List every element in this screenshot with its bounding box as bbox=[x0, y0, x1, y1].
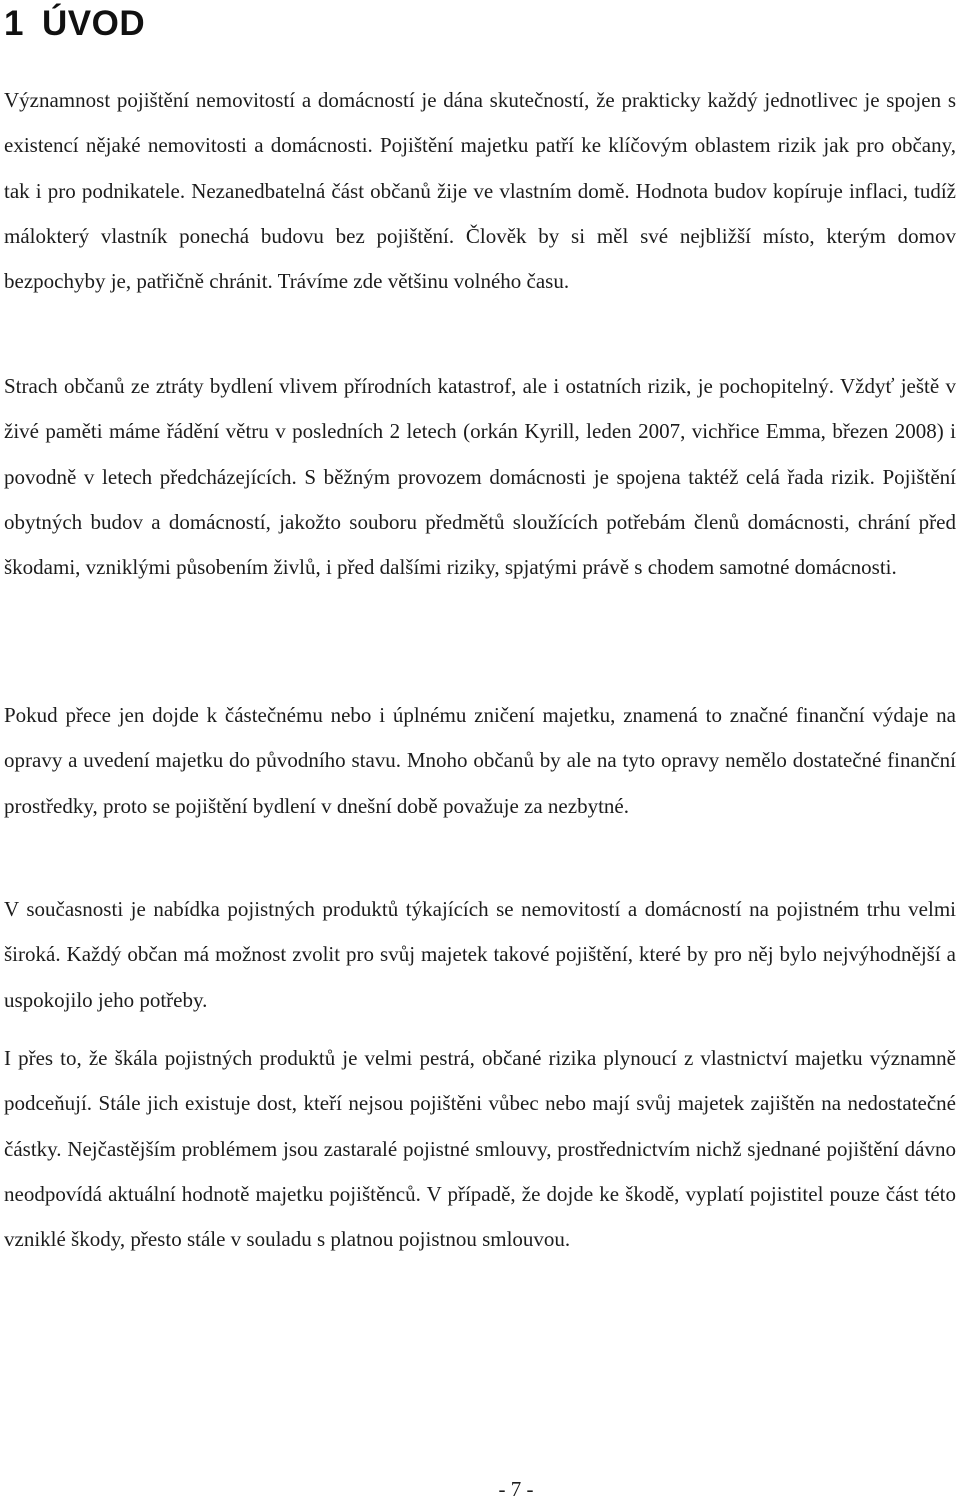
paragraph: Významnost pojištění nemovitostí a domácností je dána skutečností, že prakticky každý jednotlivec je spojen s existencí nějaké nemovitosti a domácnosti. Pojištění majetku patří ke klíčovým oblastem rizik jak pro občany, tak i pro podnikatele. Nezanedbatelná část občanů žije ve vlastním domě. Hodnota budov kopíruje inflaci, tudíž málokterý vlastník ponechá budovu bez pojištění. Člověk by si měl své nejbližší místo, kterým domov bezpochyby je, patřičně chránit. Trávíme zde většinu volného času. bbox=[4, 88, 956, 294]
chapter-heading bbox=[4, 2, 145, 46]
paragraph: Pokud přece jen dojde k částečnému nebo i úplnému zničení majetku, znamená to značné finanční výdaje na opravy a uvedení majetku do původního stavu. Mnoho občanů by ale na tyto opravy nemělo dostatečné finanční prostředky, proto se pojištění bydlení v dnešní době považuje za nezbytné. bbox=[4, 703, 956, 818]
chapter-number: 1 bbox=[4, 4, 24, 43]
paragraph: I přes to, že škála pojistných produktů je velmi pestrá, občané rizika plynoucí z vlastnictví majetku významně podceňují. Stále jich existuje dost, kteří nejsou pojištěni vůbec nebo mají svůj majetek zajištěn na nedostatečné částky. Nejčastějším problémem jsou zastaralé pojistné smlouvy, prostřednictvím nichž sjednané pojištění dávno neodpovídá aktuální hodnotě majetku pojištěnců. V případě, že dojde ke škodě, vyplatí pojistitel pouze část této vzniklé škody, přesto stále v souladu s platnou pojistnou smlouvou. bbox=[4, 1046, 956, 1252]
page-footer bbox=[0, 1476, 960, 1502]
chapter-title: ÚVOD bbox=[41, 4, 146, 43]
paragraph: V současnosti je nabídka pojistných produktů týkajících se nemovitostí a domácností na pojistném trhu velmi široká. Každý občan má možnost zvolit pro svůj majetek takové pojištění, které by pro něj bylo nejvýhodnější a uspokojilo jeho potřeby. bbox=[4, 897, 956, 1012]
paragraph: Strach občanů ze ztráty bydlení vlivem přírodních katastrof, ale i ostatních rizik, je pochopitelný. Vždyť ještě v živé paměti máme řádění větru v posledních 2 letech (orkán Kyrill, leden 2007, vichřice Emma, březen 2008) i povodně v letech předcházejících. S běžným provozem domácnosti je spojena taktéž celá řada rizik. Pojištění obytných budov a domácností, jakožto souboru předmětů sloužících potřebám členů domácnosti, chrání před škodami, vzniklými působením živlů, i před dalšími riziky, spjatými právě s chodem samotné domácnosti. bbox=[4, 374, 956, 580]
page-number: - 7 - bbox=[498, 1477, 534, 1501]
